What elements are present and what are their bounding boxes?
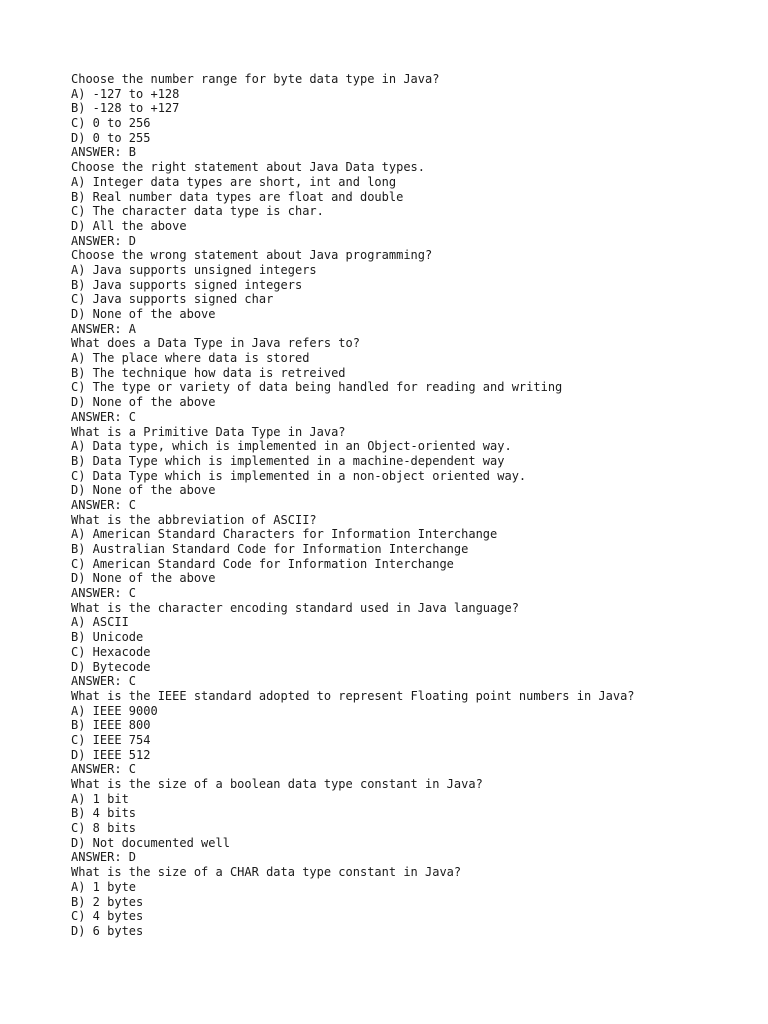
answer-line: ANSWER: C <box>71 762 137 777</box>
option-b: B) Unicode <box>71 630 144 645</box>
option-c: C) Java supports signed char <box>71 292 274 307</box>
question-block <box>71 336 751 424</box>
question-block <box>71 160 751 248</box>
option-b: B) 2 bytes <box>71 894 144 909</box>
option-d: D) None of the above <box>71 571 216 586</box>
answer-line: ANSWER: C <box>71 586 137 601</box>
option-a: A) ASCII <box>71 615 129 630</box>
question-text: What is the IEEE standard adopted to represent Floating point numbers in Java? <box>71 688 635 703</box>
question-text: Choose the number range for byte data type in Java? <box>71 72 440 86</box>
option-d: D) 0 to 255 <box>71 130 151 145</box>
answer-line: ANSWER: C <box>71 674 137 689</box>
question-block <box>71 72 751 160</box>
answer-line: ANSWER: B <box>71 145 137 160</box>
answer-line: ANSWER: C <box>71 409 137 424</box>
question-block <box>71 777 751 865</box>
option-c: C) American Standard Code for Information Interchange <box>71 556 454 571</box>
option-b: B) IEEE 800 <box>71 718 151 733</box>
option-a: A) Data type, which is implemented in an Object-oriented way. <box>71 439 512 454</box>
option-a: A) American Standard Characters for Information Interchange <box>71 527 498 542</box>
question-block <box>71 248 751 336</box>
option-c: C) The type or variety of data being handled for reading and writing <box>71 380 563 395</box>
option-b: B) Data Type which is implemented in a machine-dependent way <box>71 453 505 468</box>
option-a: A) -127 to +128 <box>71 86 180 101</box>
question-text: Choose the right statement about Java Data types. <box>71 160 426 175</box>
option-a: A) Integer data types are short, int and long <box>71 174 397 189</box>
answer-line: ANSWER: D <box>71 850 137 865</box>
option-c: C) 0 to 256 <box>71 116 151 131</box>
option-b: B) 4 bits <box>71 806 137 821</box>
option-c: C) The character data type is char. <box>71 204 324 219</box>
option-b: B) -128 to +127 <box>71 101 180 116</box>
question-text: What is the abbreviation of ASCII? <box>71 512 317 527</box>
option-a: A) IEEE 9000 <box>71 703 158 718</box>
option-a: A) The place where data is stored <box>71 351 310 366</box>
option-d: D) 6 bytes <box>71 923 144 938</box>
option-d: D) None of the above <box>71 307 216 321</box>
option-c: C) Hexacode <box>71 644 151 659</box>
option-d: D) Not documented well <box>71 835 230 850</box>
option-b: B) Real number data types are float and double <box>71 189 404 204</box>
option-b: B) Java supports signed integers <box>71 277 303 292</box>
option-d: D) None of the above <box>71 395 216 410</box>
option-c: C) 8 bits <box>71 821 137 836</box>
option-c: C) IEEE 754 <box>71 732 151 747</box>
option-b: B) The technique how data is retreived <box>71 365 346 380</box>
question-block <box>71 425 751 513</box>
answer-line: ANSWER: A <box>71 321 137 336</box>
option-d: D) All the above <box>71 218 187 233</box>
answer-line: ANSWER: C <box>71 497 137 512</box>
option-c: C) Data Type which is implemented in a non-object oriented way. <box>71 468 527 483</box>
question-block <box>71 689 751 777</box>
answer-line: ANSWER: D <box>71 233 137 248</box>
option-d: D) IEEE 512 <box>71 747 151 762</box>
option-d: D) None of the above <box>71 483 216 498</box>
question-text: What is a Primitive Data Type in Java? <box>71 424 346 439</box>
option-d: D) Bytecode <box>71 659 151 674</box>
option-a: A) Java supports unsigned integers <box>71 262 317 277</box>
question-text: What is the size of a boolean data type constant in Java? <box>71 777 483 791</box>
option-c: C) 4 bytes <box>71 909 144 924</box>
option-a: A) 1 bit <box>71 791 129 806</box>
question-text: What is the size of a CHAR data type constant in Java? <box>71 865 462 880</box>
question-block <box>71 601 751 689</box>
option-a: A) 1 byte <box>71 879 137 894</box>
question-text: What is the character encoding standard used in Java language? <box>71 600 519 615</box>
option-b: B) Australian Standard Code for Information Interchange <box>71 542 469 556</box>
question-block <box>71 865 751 938</box>
question-block <box>71 513 751 601</box>
question-text: What does a Data Type in Java refers to? <box>71 336 360 351</box>
question-text: Choose the wrong statement about Java programming? <box>71 248 433 263</box>
document-page <box>71 72 751 939</box>
